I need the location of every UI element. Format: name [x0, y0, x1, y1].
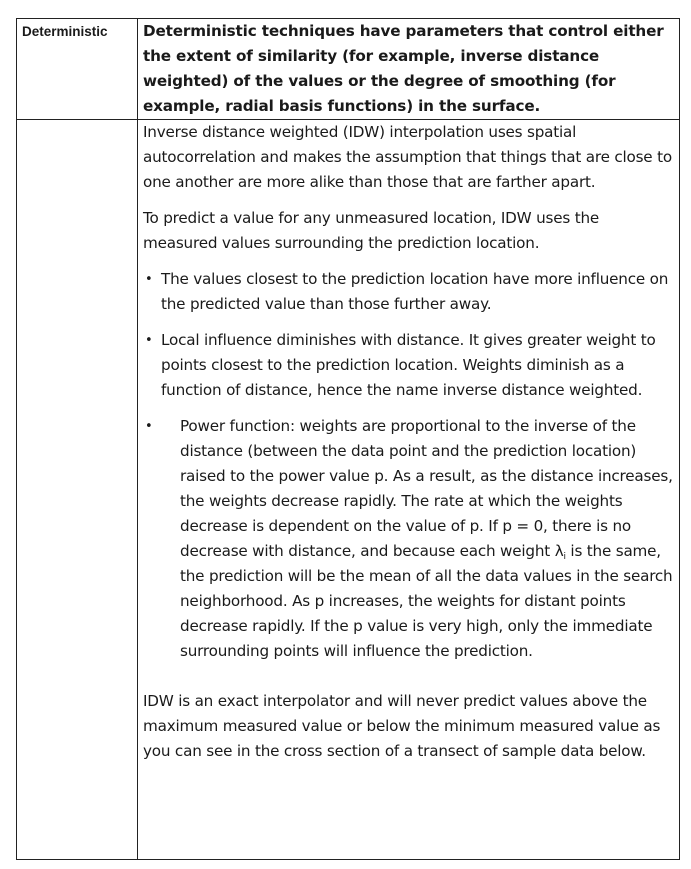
paragraph-idw-intro: Inverse distance weighted (IDW) interpolation uses spatial autocorrelation and makes the assumption that things that are close to one another are more alike than those that are farther apart.: [143, 123, 672, 191]
lambda-symbol: λ: [554, 542, 564, 560]
row-label-cell: [17, 19, 138, 120]
lambda-subscript: i: [563, 552, 566, 562]
bullet-item-power-function: [143, 414, 675, 664]
paragraph-prediction: To predict a value for any unmeasured location, IDW uses the measured values surrounding the prediction location.: [143, 209, 600, 252]
deterministic-table: [16, 18, 680, 860]
paragraph-exact-interpolator: IDW is an exact interpolator and will never predict values above the maximum measured value or below the minimum measured value as you can see in the cross section of a transect of sample data below.: [143, 692, 661, 760]
content-row: [17, 120, 680, 860]
header-text-cell: [138, 19, 680, 120]
header-row: [17, 19, 680, 120]
header-description: Deterministic techniques have parameters that control either the extent of similarity (for example, inverse distance weighted) of the values or the degree of smoothing (for example, radial basis functions) in the surface.: [143, 22, 664, 115]
bullet-marker: •: [145, 419, 153, 434]
bullet-marker: •: [145, 272, 153, 287]
bullet-text-part-2: is the same, the prediction will be the mean of all the data values in the search neighborhood. As p increases, the weights for distant points decrease rapidly. If the p value is very high, only the immediate surrounding points will influence the prediction.: [180, 542, 673, 660]
content-cell: [138, 120, 680, 860]
row-label: Deterministic: [22, 24, 108, 39]
empty-label-cell: [17, 120, 138, 860]
bullet-text: Local influence diminishes with distance. It gives greater weight to points closest to the prediction location. Weights diminish as a function of distance, hence the name inverse distance weighted.: [161, 331, 656, 399]
bullet-marker: •: [145, 333, 153, 348]
bullet-text-part-1: Power function: weights are proportional to the inverse of the distance (between the data point and the prediction location) raised to the power value p. As a result, as the distance increases, the weights decrease rapidly. The rate at which the weights decrease is dependent on the value of p. If p = 0, there is no decrease with distance, and because each weight: [180, 417, 673, 560]
bullet-text: The values closest to the prediction location have more influence on the predicted value than those further away.: [161, 270, 669, 313]
bullet-item-local-influence: [143, 328, 675, 403]
spacer: [143, 675, 675, 689]
bullet-item-closest-values: [143, 267, 675, 317]
